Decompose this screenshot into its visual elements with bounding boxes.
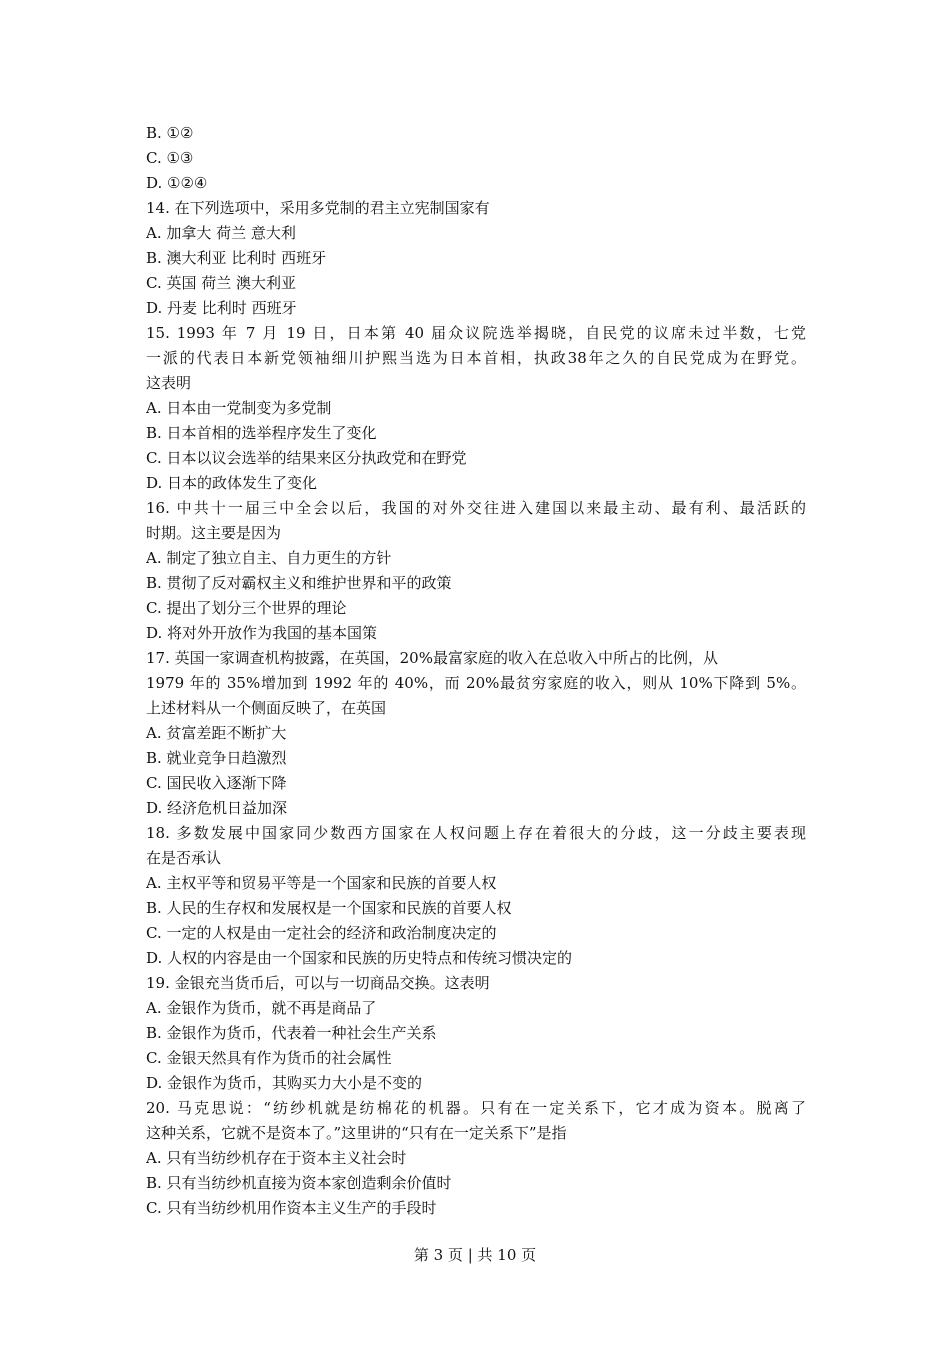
page-number-footer: 第 3 页 | 共 10 页 [413, 1246, 537, 1264]
text-line: 时期。这主要是因为 [146, 524, 282, 542]
text-line: B. 人民的生存权和发展权是一个国家和民族的首要人权 [146, 899, 512, 917]
text-line: B. 就业竞争日趋激烈 [146, 749, 287, 767]
text-line: B. 只有当纺纱机直接为资本家创造剩余价值时 [146, 1174, 452, 1192]
question-20-stem: 20. 马克思说：“纺纱机就是纺棉花的机器。只有在一定关系下，它才成为资本。脱离了 [146, 1099, 806, 1117]
text-line: C. 日本以议会选举的结果来区分执政党和在野党 [146, 449, 467, 467]
text-line: B. ①② [146, 124, 194, 142]
question-14-stem: 14. 在下列选项中，采用多党制的君主立宪制国家有 [146, 199, 490, 217]
question-19-stem: 19. 金银充当货币后，可以与一切商品交换。这表明 [146, 974, 490, 992]
text-line: C. 一定的人权是由一定社会的经济和政治制度决定的 [146, 924, 497, 942]
text-line: B. 金银作为货币，代表着一种社会生产关系 [146, 1024, 437, 1042]
text-line: C. 英国 荷兰 澳大利亚 [146, 274, 297, 292]
text-line: A. 只有当纺纱机存在于资本主义社会时 [146, 1149, 407, 1167]
text-line: C. 提出了划分三个世界的理论 [146, 599, 347, 617]
text-line: 1979 年的 35%增加到 1992 年的 40%，而 20%最贫穷家庭的收入，则从 10%下降到 5%。 [146, 674, 806, 692]
text-line: C. 国民收入逐渐下降 [146, 774, 287, 792]
text-line: D. 日本的政体发生了变化 [146, 474, 318, 492]
text-line: B. 贯彻了反对霸权主义和维护世界和平的政策 [146, 574, 452, 592]
question-18-stem: 18. 多数发展中国家同少数西方国家在人权问题上存在着很大的分歧，这一分歧主要表现 [146, 824, 806, 842]
text-line: D. 丹麦 比利时 西班牙 [146, 299, 297, 317]
text-line: 这表明 [146, 374, 192, 392]
text-line: D. 人权的内容是由一个国家和民族的历史特点和传统习惯决定的 [146, 949, 573, 967]
document-body [146, 121, 806, 1221]
question-15-stem: 15. 1993 年 7 月 19 日，日本第 40 届众议院选举揭晓，自民党的议席未过半数，七党 [146, 324, 806, 342]
question-16-stem: 16. 中共十一届三中全会以后，我国的对外交往进入建国以来最主动、最有利、最活跃的 [146, 499, 806, 517]
text-line: 一派的代表日本新党领袖细川护熙当选为日本首相，执政38年之久的自民党成为在野党。 [146, 349, 806, 367]
text-line: B. 日本首相的选举程序发生了变化 [146, 424, 377, 442]
text-line: 这种关系，它就不是资本了。”这里讲的“只有在一定关系下”是指 [146, 1124, 567, 1142]
text-line: 上述材料从一个侧面反映了，在英国 [146, 699, 387, 717]
text-line: A. 主权平等和贸易平等是一个国家和民族的首要人权 [146, 874, 497, 892]
text-line: C. ①③ [146, 149, 194, 167]
text-line: A. 金银作为货币，就不再是商品了 [146, 999, 377, 1017]
text-line: A. 贫富差距不断扩大 [146, 724, 287, 742]
text-line: A. 日本由一党制变为多党制 [146, 399, 332, 417]
text-line: C. 只有当纺纱机用作资本主义生产的手段时 [146, 1199, 437, 1217]
text-line: D. 将对外开放作为我国的基本国策 [146, 624, 378, 642]
text-line: C. 金银天然具有作为货币的社会属性 [146, 1049, 392, 1067]
question-17-stem: 17. 英国一家调查机构披露，在英国，20%最富家庭的收入在总收入中所占的比例，从 [146, 649, 718, 667]
text-line: A. 制定了独立自主、自力更生的方针 [146, 549, 392, 567]
text-line: D. 经济危机日益加深 [146, 799, 288, 817]
text-line: 在是否承认 [146, 849, 222, 867]
text-line: D. ①②④ [146, 174, 208, 192]
text-line: B. 澳大利亚 比利时 西班牙 [146, 249, 327, 267]
text-line: A. 加拿大 荷兰 意大利 [146, 224, 296, 242]
text-line: D. 金银作为货币，其购买力大小是不变的 [146, 1074, 423, 1092]
